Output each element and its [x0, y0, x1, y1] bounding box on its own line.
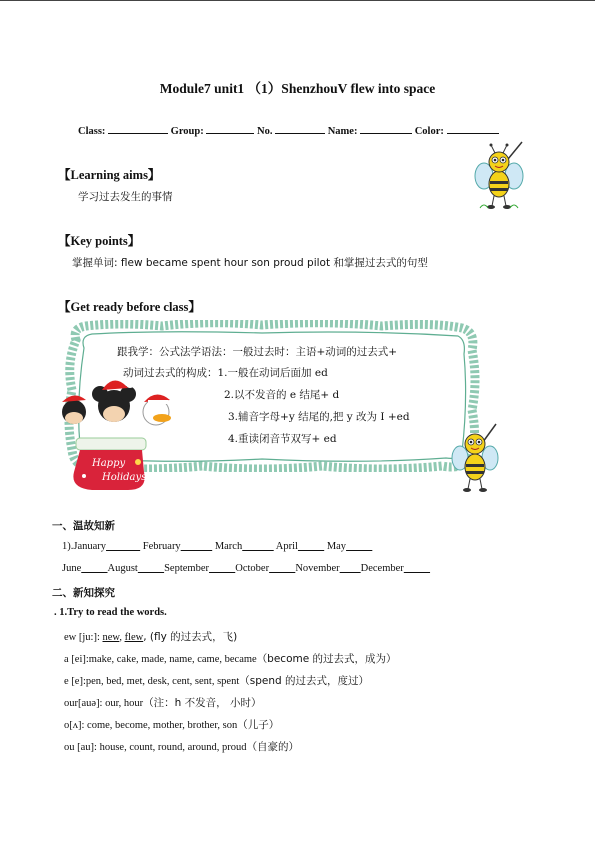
phonics-note: , (fly 的过去式，飞)	[143, 631, 238, 643]
phonics-note: （become 的过去式，成为）	[256, 653, 397, 665]
name-label: Name:	[327, 126, 358, 137]
name-blank[interactable]	[360, 123, 412, 134]
month-january: 1).January	[62, 541, 107, 552]
stocking-text-happy: Happy	[92, 458, 126, 469]
word-flew: flew	[124, 632, 144, 643]
key-points-text: 掌握单词: flew became spent hour son proud pilot 和掌握过去式的句型	[72, 257, 428, 269]
section-2-subheading: . 1.Try to read the words.	[54, 607, 167, 618]
learning-aims-heading: 【Learning aims】	[58, 168, 161, 182]
months-line-1	[62, 541, 372, 552]
grammar-line-4: 3.辅音字母+y 结尾的,把 y 改为 I +ed	[228, 411, 410, 423]
phonics-words: make, cake, made, name, came, became	[88, 654, 257, 665]
phonics-prefix: e [e]:	[64, 676, 86, 687]
section-1-heading: 一、温故知新	[52, 520, 115, 532]
month-november: November	[295, 563, 340, 574]
group-label: Group:	[170, 126, 204, 137]
no-blank[interactable]	[275, 123, 325, 134]
month-august: August	[107, 563, 138, 574]
phonics-note: （spend 的过去式，度过）	[239, 675, 370, 687]
word-new: new	[102, 632, 120, 643]
class-label: Class:	[78, 126, 106, 137]
phonics-row-e	[64, 673, 369, 688]
stocking-text-holidays: Holidays	[102, 472, 147, 483]
color-blank[interactable]	[447, 123, 499, 134]
blank-9[interactable]	[269, 563, 295, 574]
blank-4[interactable]	[298, 541, 324, 552]
student-info-line	[78, 123, 499, 137]
grammar-line-5: 4.重读闭音节双写+ ed	[228, 433, 337, 445]
phonics-row-our	[64, 695, 262, 710]
learning-aims-text: 学习过去发生的事情	[78, 191, 173, 203]
grammar-line-1: 跟我学：公式法学语法：一般过去时：主语+动词的过去式+	[117, 346, 398, 358]
phonics-words: pen, bed, met, desk, cent, sent, spent	[85, 676, 240, 687]
blank-10[interactable]	[340, 563, 361, 574]
bee-illustration	[470, 138, 532, 212]
phonics-row-a	[64, 651, 397, 666]
bee-illustration-2	[448, 422, 506, 496]
blank-1[interactable]	[106, 541, 140, 552]
month-september: September	[164, 563, 209, 574]
phonics-note: （自豪的）	[246, 741, 300, 753]
blank-3[interactable]	[242, 541, 274, 552]
phonics-prefix: ou [au]:	[64, 742, 100, 753]
grammar-line-2: 动词过去式的构成：1.一般在动词后面加 ed	[123, 367, 328, 379]
phonics-words: house, count, round, around, proud	[99, 742, 247, 753]
blank-7[interactable]	[138, 563, 164, 574]
phonics-note: （注：h 不发音， 小时）	[143, 697, 262, 709]
blank-5[interactable]	[346, 541, 372, 552]
blank-2[interactable]	[181, 541, 213, 552]
color-label: Color:	[414, 126, 444, 137]
phonics-row-o	[64, 717, 279, 732]
phonics-note: （儿子）	[237, 719, 280, 731]
blank-8[interactable]	[209, 563, 235, 574]
grammar-line-3: 2.以不发音的 e 结尾+ d	[224, 389, 340, 401]
no-label: No.	[257, 126, 273, 137]
month-december: December	[360, 563, 404, 574]
phonics-words: come, become, mother, brother, son	[87, 720, 238, 731]
section-2-heading: 二、新知探究	[52, 587, 115, 599]
phonics-prefix: o[ʌ]:	[64, 720, 88, 731]
top-border	[0, 0, 595, 1]
page-title: Module7 unit1 （1）ShenzhouV flew into space	[159, 81, 436, 96]
phonics-row-ou	[64, 739, 299, 754]
months-line-2	[62, 563, 430, 574]
phonics-row-ew: ew [ju:]: new, flew, (fly 的过去式，飞)	[64, 631, 238, 643]
month-february: February	[142, 541, 181, 552]
blank-6[interactable]	[81, 563, 107, 574]
month-may: May	[326, 541, 347, 552]
month-october: October	[235, 563, 270, 574]
key-points-heading: 【Key points】	[58, 234, 141, 248]
month-march: March	[214, 541, 243, 552]
class-blank[interactable]	[108, 123, 168, 134]
phonics-prefix: our[auә]: our, hour	[64, 698, 144, 709]
month-april: April	[275, 541, 298, 552]
blank-11[interactable]	[404, 563, 430, 574]
phonics-prefix: a [ei]:	[64, 654, 89, 665]
month-june: June	[62, 563, 82, 574]
phonics-prefix: ew [ju:]:	[64, 632, 103, 643]
group-blank[interactable]	[206, 123, 254, 134]
get-ready-heading: 【Get ready before class】	[58, 300, 201, 314]
christmas-stocking-illustration	[52, 372, 190, 494]
